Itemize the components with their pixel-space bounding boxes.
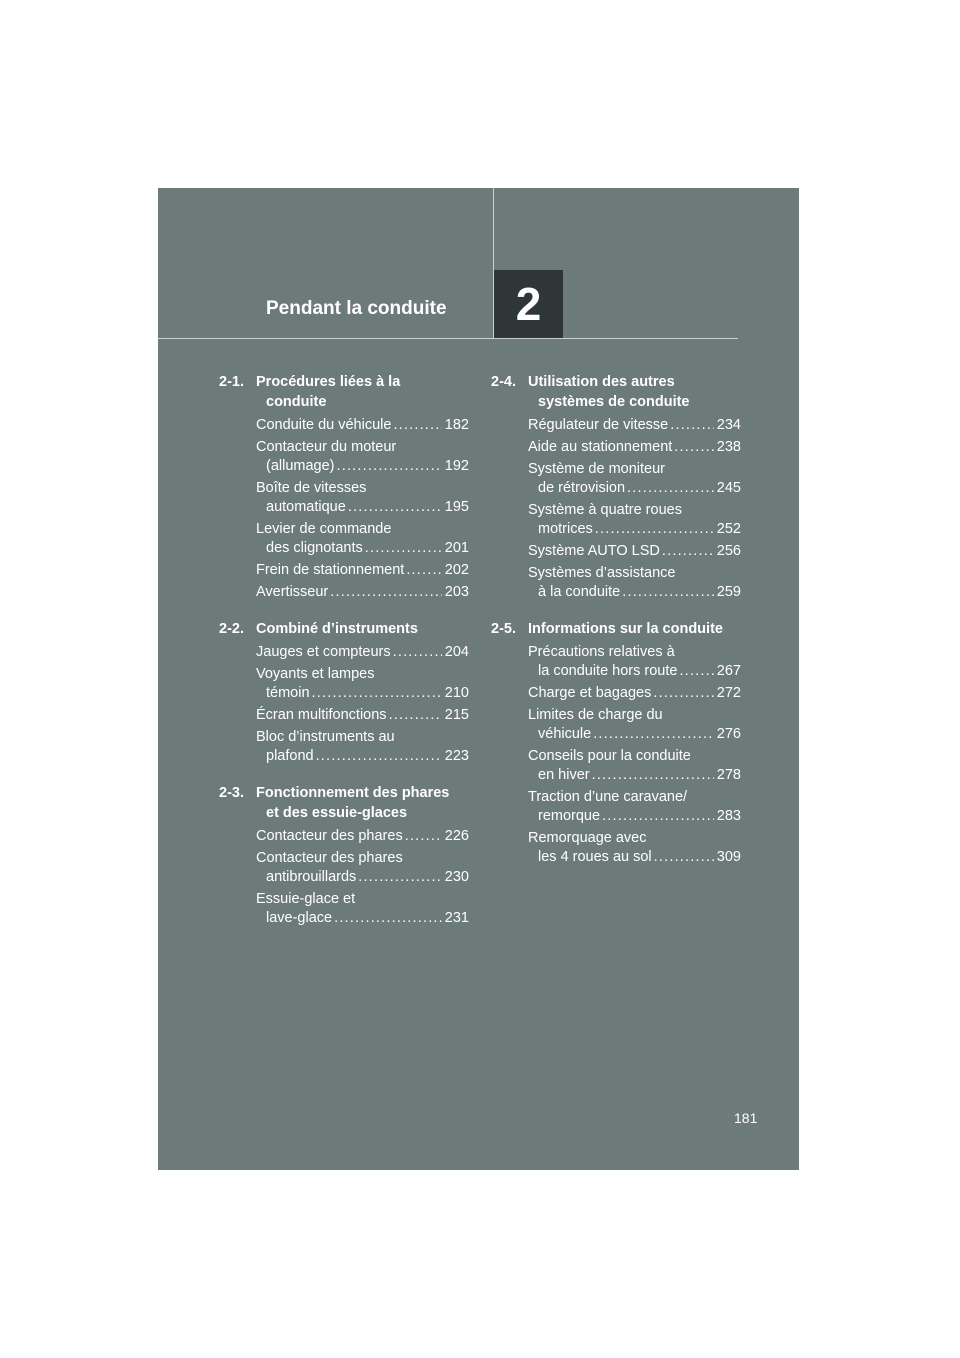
dot-leader bbox=[622, 583, 714, 602]
section-number: 2-4. bbox=[491, 374, 516, 390]
divider-horizontal bbox=[158, 338, 738, 339]
entry-line bbox=[528, 829, 741, 848]
entry-line bbox=[528, 788, 741, 807]
entry-title: Bloc d’instruments au bbox=[256, 729, 395, 745]
entry-line bbox=[528, 766, 741, 785]
entry-line bbox=[256, 849, 469, 868]
toc-entry[interactable] bbox=[491, 747, 741, 785]
entry-page: 223 bbox=[444, 748, 469, 764]
dot-leader bbox=[393, 416, 441, 435]
toc-entry[interactable] bbox=[491, 438, 741, 457]
entry-page: 201 bbox=[444, 540, 469, 556]
entry-title: de rétrovision bbox=[538, 480, 626, 496]
entry-title: Système AUTO LSD bbox=[528, 543, 660, 559]
toc-entry[interactable] bbox=[219, 827, 469, 846]
entry-title: Contacteur du moteur bbox=[256, 439, 397, 455]
chapter-panel bbox=[158, 188, 799, 1170]
dot-leader bbox=[653, 684, 713, 703]
entry-page: 267 bbox=[716, 663, 741, 679]
entry-line bbox=[256, 684, 469, 703]
entry-line bbox=[256, 479, 469, 498]
toc-section bbox=[219, 372, 469, 602]
entry-page: 210 bbox=[444, 685, 469, 701]
toc-entry[interactable] bbox=[491, 788, 741, 826]
section-title-line: systèmes de conduite bbox=[538, 394, 690, 410]
section-title-line: Utilisation des autres bbox=[528, 374, 675, 390]
toc-entry[interactable] bbox=[219, 643, 469, 662]
entry-page: 226 bbox=[444, 828, 469, 844]
section-title-line: Combiné d’instruments bbox=[256, 621, 418, 637]
toc-entry[interactable] bbox=[219, 706, 469, 725]
entry-page: 245 bbox=[716, 480, 741, 496]
section-number: 2-1. bbox=[219, 374, 244, 390]
entry-title: Système de moniteur bbox=[528, 461, 666, 477]
entry-title: Aide au stationnement bbox=[528, 439, 673, 455]
entry-line bbox=[528, 501, 741, 520]
entry-line bbox=[528, 643, 741, 662]
entry-title: Contacteur des phares bbox=[256, 828, 403, 844]
section-heading bbox=[219, 372, 469, 412]
entry-page: 252 bbox=[716, 521, 741, 537]
dot-leader bbox=[330, 583, 442, 602]
entry-page: 234 bbox=[716, 417, 741, 433]
dot-leader bbox=[662, 542, 714, 561]
entry-line bbox=[256, 457, 469, 476]
dot-leader bbox=[389, 706, 442, 725]
dot-leader bbox=[365, 539, 442, 558]
dot-leader bbox=[393, 643, 442, 662]
toc-entry[interactable] bbox=[219, 890, 469, 928]
toc-entry[interactable] bbox=[491, 416, 741, 435]
entry-line bbox=[528, 564, 741, 583]
entry-title: Remorquage avec bbox=[528, 830, 647, 846]
toc-entry[interactable] bbox=[219, 479, 469, 517]
entry-line bbox=[256, 868, 469, 887]
entry-title: (allumage) bbox=[266, 458, 335, 474]
entry-page: 278 bbox=[716, 767, 741, 783]
entry-line bbox=[528, 583, 741, 602]
dot-leader bbox=[406, 561, 441, 580]
dot-leader bbox=[312, 684, 442, 703]
entry-line bbox=[528, 807, 741, 826]
toc-section bbox=[219, 619, 469, 766]
entry-title: Système à quatre roues bbox=[528, 502, 682, 518]
dot-leader bbox=[679, 662, 713, 681]
entry-line bbox=[528, 747, 741, 766]
entry-line bbox=[256, 643, 469, 662]
dot-leader bbox=[334, 909, 442, 928]
chapter-title: Pendant la conduite bbox=[266, 298, 447, 319]
entry-line bbox=[256, 498, 469, 517]
entry-line bbox=[528, 542, 741, 561]
entry-page: 238 bbox=[716, 439, 741, 455]
entry-title: Conseils pour la conduite bbox=[528, 748, 691, 764]
entry-line bbox=[528, 725, 741, 744]
entry-title: Charge et bagages bbox=[528, 685, 652, 701]
entry-line bbox=[256, 539, 469, 558]
dot-leader bbox=[405, 827, 442, 846]
entry-line bbox=[256, 890, 469, 909]
entry-title: motrices bbox=[538, 521, 593, 537]
dot-leader bbox=[602, 807, 714, 826]
entry-line bbox=[256, 520, 469, 539]
toc-entry[interactable] bbox=[219, 561, 469, 580]
entry-title: Traction d’une caravane/ bbox=[528, 789, 688, 805]
section-heading bbox=[219, 619, 469, 639]
entry-line bbox=[528, 520, 741, 539]
entry-title: Avertisseur bbox=[256, 584, 329, 600]
entry-title: les 4 roues au sol bbox=[538, 849, 652, 865]
entry-title: antibrouillards bbox=[266, 869, 357, 885]
entry-title: Jauges et compteurs bbox=[256, 644, 391, 660]
entry-title: des clignotants bbox=[266, 540, 363, 556]
dot-leader bbox=[348, 498, 442, 517]
entry-line bbox=[256, 827, 469, 846]
toc-entry[interactable] bbox=[219, 416, 469, 435]
chapter-number-box bbox=[494, 270, 563, 338]
toc-entry[interactable] bbox=[219, 520, 469, 558]
entry-title: lave-glace bbox=[266, 910, 333, 926]
toc-entry[interactable] bbox=[219, 728, 469, 766]
page-number: 181 bbox=[734, 1110, 758, 1126]
dot-leader bbox=[316, 747, 442, 766]
section-heading bbox=[491, 619, 741, 639]
toc-entry[interactable] bbox=[491, 829, 741, 867]
entry-title: la conduite hors route bbox=[538, 663, 678, 679]
entry-page: 204 bbox=[444, 644, 469, 660]
entry-line bbox=[528, 416, 741, 435]
entry-page: 215 bbox=[444, 707, 469, 723]
dot-leader bbox=[337, 457, 442, 476]
dot-leader bbox=[592, 766, 714, 785]
toc-entry[interactable] bbox=[491, 460, 741, 498]
entry-title: Boîte de vitesses bbox=[256, 480, 367, 496]
entry-page: 203 bbox=[444, 584, 469, 600]
toc-entry[interactable] bbox=[491, 542, 741, 561]
toc-entry[interactable] bbox=[491, 643, 741, 681]
entry-line bbox=[528, 438, 741, 457]
entry-page: 230 bbox=[444, 869, 469, 885]
entry-title: Conduite du véhicule bbox=[256, 417, 392, 433]
section-title-line: Informations sur la conduite bbox=[528, 621, 723, 637]
entry-line bbox=[528, 662, 741, 681]
entry-title: Régulateur de vitesse bbox=[528, 417, 669, 433]
section-title-line: Fonctionnement des phares bbox=[256, 785, 450, 801]
entry-line bbox=[528, 684, 741, 703]
entry-title: Écran multifonctions bbox=[256, 707, 387, 723]
entry-title: remorque bbox=[538, 808, 601, 824]
entry-title: véhicule bbox=[538, 726, 592, 742]
entry-page: 259 bbox=[716, 584, 741, 600]
entry-title: Systèmes d’assistance bbox=[528, 565, 676, 581]
entry-page: 231 bbox=[444, 910, 469, 926]
entry-title: Contacteur des phares bbox=[256, 850, 403, 866]
section-number: 2-2. bbox=[219, 621, 244, 637]
entry-page: 276 bbox=[716, 726, 741, 742]
entry-page: 192 bbox=[444, 458, 469, 474]
entry-line bbox=[256, 909, 469, 928]
dot-leader bbox=[358, 868, 442, 887]
section-heading bbox=[491, 372, 741, 412]
toc-column-right bbox=[491, 372, 741, 884]
entry-page: 195 bbox=[444, 499, 469, 515]
dot-leader bbox=[674, 438, 714, 457]
entry-line bbox=[256, 706, 469, 725]
entry-title: témoin bbox=[266, 685, 310, 701]
entry-line bbox=[528, 460, 741, 479]
entry-line bbox=[528, 706, 741, 725]
section-title-line: et des essuie-glaces bbox=[266, 805, 408, 821]
entry-page: 256 bbox=[716, 543, 741, 559]
toc-entry[interactable] bbox=[491, 684, 741, 703]
entry-page: 272 bbox=[716, 685, 741, 701]
entry-page: 202 bbox=[444, 562, 469, 578]
entry-line bbox=[256, 416, 469, 435]
dot-leader bbox=[595, 520, 714, 539]
entry-line bbox=[256, 583, 469, 602]
entry-title: Levier de commande bbox=[256, 521, 392, 537]
entry-page: 283 bbox=[716, 808, 741, 824]
dot-leader bbox=[627, 479, 714, 498]
entry-title: Frein de stationnement bbox=[256, 562, 405, 578]
toc-entry[interactable] bbox=[491, 501, 741, 539]
entry-page: 182 bbox=[444, 417, 469, 433]
chapter-number: 2 bbox=[515, 278, 542, 330]
section-title-line: Procédures liées à la bbox=[256, 374, 401, 390]
entry-line bbox=[256, 728, 469, 747]
toc-entry[interactable] bbox=[491, 706, 741, 744]
toc-entry[interactable] bbox=[491, 564, 741, 602]
entry-line bbox=[256, 438, 469, 457]
toc-entry[interactable] bbox=[219, 665, 469, 703]
toc-entry[interactable] bbox=[219, 849, 469, 887]
entry-title: à la conduite bbox=[538, 584, 621, 600]
dot-leader bbox=[670, 416, 714, 435]
entry-title: Voyants et lampes bbox=[256, 666, 375, 682]
section-number: 2-5. bbox=[491, 621, 516, 637]
toc-entry[interactable] bbox=[219, 583, 469, 602]
toc-column-left bbox=[219, 372, 469, 945]
entry-title: Essuie-glace et bbox=[256, 891, 356, 907]
toc-section bbox=[491, 619, 741, 867]
entry-line bbox=[256, 747, 469, 766]
entry-line bbox=[528, 848, 741, 867]
toc-entry[interactable] bbox=[219, 438, 469, 476]
entry-line bbox=[256, 665, 469, 684]
section-heading bbox=[219, 783, 469, 823]
dot-leader bbox=[593, 725, 714, 744]
entry-page: 309 bbox=[716, 849, 741, 865]
section-number: 2-3. bbox=[219, 785, 244, 801]
section-title-line: conduite bbox=[266, 394, 327, 410]
entry-title: Précautions relatives à bbox=[528, 644, 675, 660]
entry-line bbox=[256, 561, 469, 580]
entry-title: automatique bbox=[266, 499, 346, 515]
entry-title: plafond bbox=[266, 748, 314, 764]
entry-title: en hiver bbox=[538, 767, 590, 783]
entry-title: Limites de charge du bbox=[528, 707, 663, 723]
toc-section bbox=[491, 372, 741, 602]
entry-line bbox=[528, 479, 741, 498]
toc-section bbox=[219, 783, 469, 928]
dot-leader bbox=[654, 848, 714, 867]
